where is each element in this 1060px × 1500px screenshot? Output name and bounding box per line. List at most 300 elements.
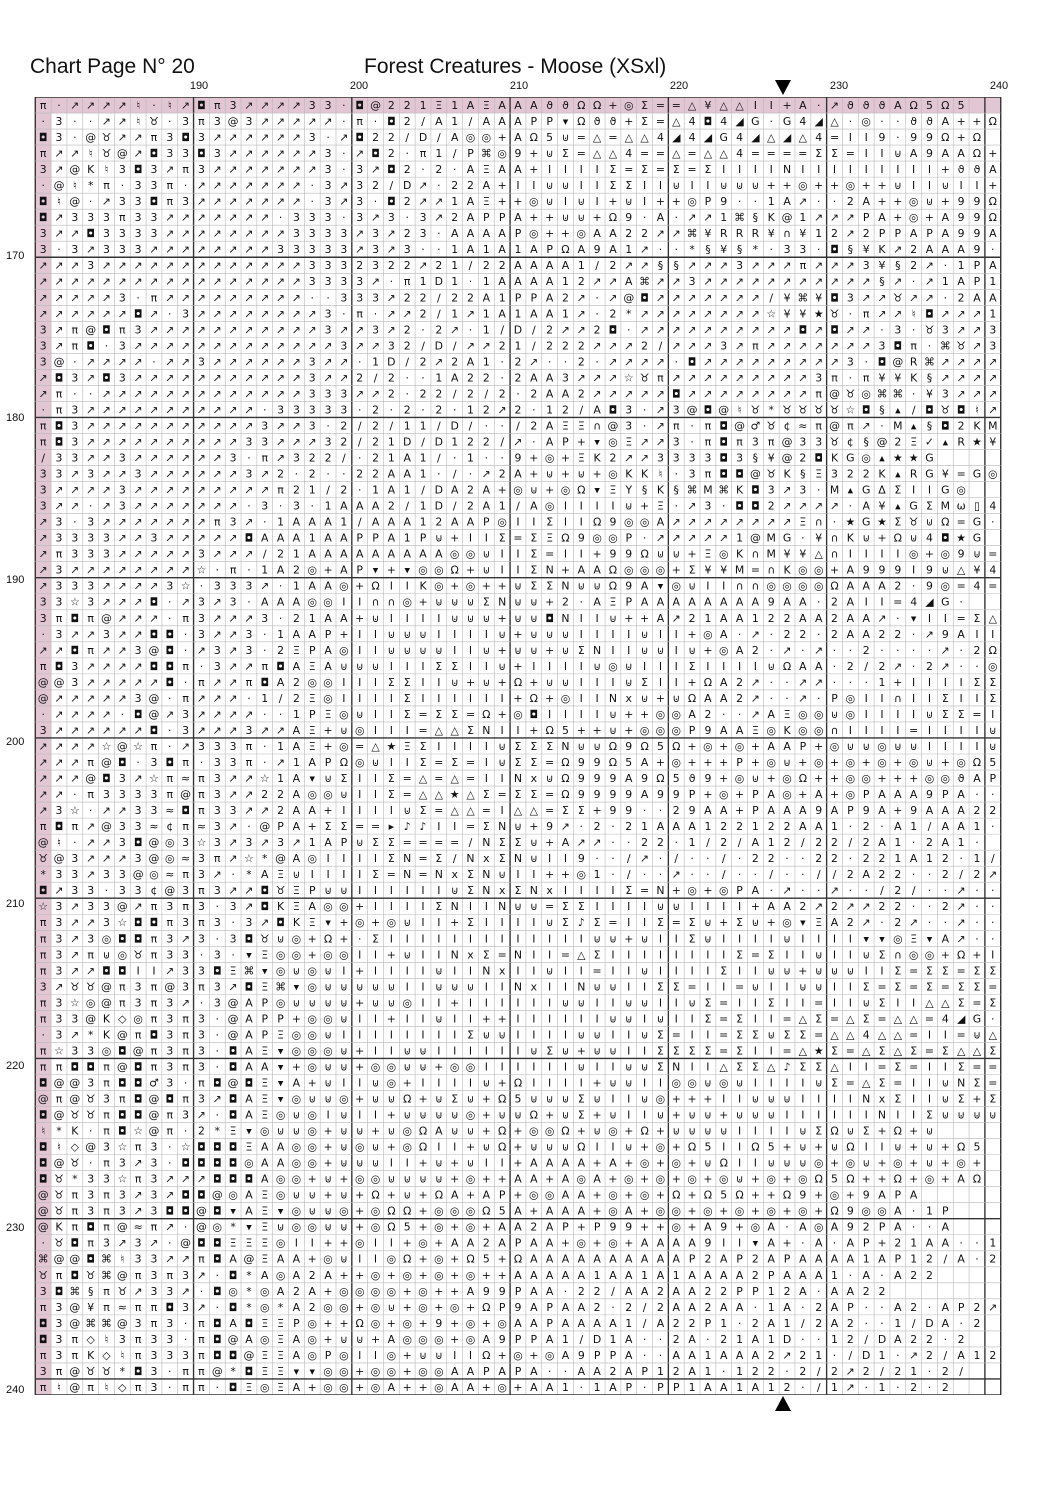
stitch-symbol: = (751, 564, 760, 577)
stitch-symbol: ↗ (703, 291, 712, 304)
stitch-symbol: + (640, 1205, 649, 1218)
stitch-symbol: Ι (564, 932, 567, 945)
stitch-symbol: P (420, 532, 427, 545)
stitch-symbol: A (720, 1269, 728, 1282)
stitch-symbol: 3 (689, 275, 696, 288)
stitch-symbol: ♉ (102, 1365, 112, 1378)
stitch-symbol: 1 (261, 564, 268, 577)
stitch-symbol: ▾ (230, 1205, 236, 1218)
stitch-symbol: ↗ (229, 852, 238, 865)
stitch-symbol: ↗ (134, 532, 143, 545)
stitch-symbol: ◎ (624, 564, 634, 577)
stitch-symbol: ∕ (453, 387, 457, 400)
stitch-symbol: Ω (561, 243, 569, 256)
stitch-symbol: @ (117, 147, 128, 160)
stitch-symbol: Σ (546, 580, 553, 593)
stitch-symbol: M (941, 500, 950, 513)
stitch-symbol: Ι (880, 548, 883, 561)
stitch-symbol: 3 (87, 468, 94, 481)
stitch-symbol: + (355, 1044, 364, 1057)
stitch-symbol: Ι (501, 1060, 504, 1073)
stitch-symbol: A (942, 804, 950, 817)
stitch-symbol: ↗ (672, 868, 681, 881)
stitch-symbol: ∕ (912, 1317, 916, 1330)
stitch-symbol: ↗ (814, 211, 823, 224)
stitch-symbol: ↗ (197, 243, 206, 256)
stitch-symbol: · (200, 660, 203, 673)
stitch-symbol: @ (370, 99, 381, 112)
stitch-symbol: = (988, 548, 997, 561)
stitch-symbol: ◘ (39, 1076, 48, 1089)
stitch-symbol: ↗ (988, 355, 997, 368)
stitch-symbol: ↗ (213, 323, 222, 336)
stitch-symbol: Ι (912, 996, 915, 1009)
stitch-symbol: 2 (277, 804, 284, 817)
stitch-symbol: ⊍ (625, 676, 633, 689)
stitch-symbol: Ω (957, 1141, 965, 1154)
stitch-symbol: N (482, 836, 490, 849)
stitch-symbol: · (105, 339, 108, 352)
stitch-symbol: Ι (421, 948, 424, 961)
stitch-symbol: ↗ (339, 355, 348, 368)
stitch-symbol: ◎ (608, 468, 618, 481)
stitch-symbol: + (941, 163, 950, 176)
stitch-symbol: ⊍ (973, 1109, 981, 1122)
stitch-symbol: ⊍ (514, 580, 522, 593)
stitch-symbol: ↗ (213, 548, 222, 561)
stitch-symbol: = (577, 131, 586, 144)
stitch-symbol: Σ (530, 580, 537, 593)
stitch-symbol: ¥ (926, 387, 933, 400)
stitch-symbol: ◎ (308, 1157, 318, 1170)
stitch-symbol: 2 (420, 291, 427, 304)
stitch-symbol: ↗ (86, 371, 95, 384)
stitch-symbol: ⊍ (530, 596, 538, 609)
stitch-symbol: Ω (403, 1253, 411, 1266)
stitch-symbol: ¥ (879, 500, 886, 513)
stitch-symbol: Ι (928, 1060, 931, 1073)
stitch-symbol: G (862, 484, 870, 497)
stitch-symbol: N (482, 868, 490, 881)
stitch-symbol: 3 (388, 211, 395, 224)
stitch-symbol: A (324, 612, 332, 625)
stitch-symbol: 9 (974, 211, 981, 224)
stitch-symbol: Ι (374, 644, 377, 657)
stitch-symbol: 3 (103, 868, 110, 881)
stitch-symbol: ↗ (735, 307, 744, 320)
stitch-symbol: + (719, 916, 728, 929)
stitch-symbol: ↗ (972, 339, 981, 352)
stitch-symbol: ⊍ (720, 179, 728, 192)
stitch-symbol: N (435, 868, 443, 881)
stitch-symbol: ◎ (640, 564, 650, 577)
stitch-symbol: ⊍ (387, 628, 395, 641)
stitch-symbol: Ι (501, 1044, 504, 1057)
stitch-symbol: A (324, 532, 332, 545)
stitch-symbol: · (785, 1365, 788, 1378)
stitch-symbol: Ι (659, 628, 662, 641)
stitch-symbol: ▴ (895, 500, 901, 513)
stitch-symbol: + (624, 115, 633, 128)
stitch-symbol: K (831, 452, 839, 465)
stitch-symbol: A (467, 1365, 475, 1378)
stitch-symbol: P (879, 1221, 886, 1234)
stitch-symbol: ↗ (292, 163, 301, 176)
stitch-symbol: ◎ (782, 772, 792, 785)
stitch-symbol: ↗ (719, 532, 728, 545)
stitch-symbol: π (151, 996, 158, 1009)
stitch-symbol: + (925, 211, 934, 224)
stitch-symbol: Ι (374, 900, 377, 913)
stitch-symbol: + (450, 532, 459, 545)
stitch-symbol: Ι (706, 948, 709, 961)
stitch-symbol: A (293, 1269, 301, 1282)
stitch-symbol: Ι (659, 996, 662, 1009)
stitch-symbol: ↗ (165, 339, 174, 352)
stitch-symbol: 1 (815, 1349, 822, 1362)
stitch-symbol: A (467, 1237, 475, 1250)
stitch-symbol: ◎ (861, 452, 871, 465)
stitch-symbol: Σ (340, 772, 347, 785)
stitch-symbol: + (450, 996, 459, 1009)
stitch-symbol: Σ (515, 740, 522, 753)
stitch-symbol: K (783, 468, 791, 481)
stitch-symbol: π (151, 1044, 158, 1057)
stitch-symbol: A (641, 788, 649, 801)
stitch-symbol: · (643, 868, 646, 881)
stitch-symbol: ↗ (54, 227, 63, 240)
stitch-symbol: 1 (483, 275, 490, 288)
stitch-symbol: ♮ (73, 179, 77, 192)
stitch-symbol: · (991, 932, 994, 945)
stitch-symbol: ↗ (244, 179, 253, 192)
stitch-symbol: 9 (799, 1189, 806, 1202)
stitch-symbol: π (356, 307, 363, 320)
stitch-symbol: ↗ (782, 516, 791, 529)
stitch-symbol: ♂ (149, 1076, 159, 1089)
stitch-symbol: ▾ (800, 916, 806, 929)
stitch-symbol: 2 (356, 259, 363, 272)
stitch-symbol: ♉ (909, 516, 919, 529)
stitch-symbol: 3 (103, 532, 110, 545)
stitch-symbol: ↗ (308, 323, 317, 336)
stitch-symbol: Ι (801, 1109, 804, 1122)
stitch-symbol: ↗ (957, 916, 966, 929)
stitch-symbol: 1 (467, 452, 474, 465)
stitch-symbol: + (862, 179, 871, 192)
stitch-symbol: ⊍ (593, 980, 601, 993)
stitch-symbol: + (593, 804, 602, 817)
stitch-symbol: Ι (675, 948, 678, 961)
stitch-symbol: 3 (293, 243, 300, 256)
stitch-symbol: ∕ (595, 259, 599, 272)
stitch-symbol: ◎ (228, 1189, 238, 1202)
stitch-symbol: · (944, 259, 947, 272)
stitch-symbol: Ω (941, 99, 949, 112)
stitch-symbol: A (293, 788, 301, 801)
stitch-symbol: A (768, 740, 776, 753)
stitch-symbol: ↗ (213, 371, 222, 384)
stitch-symbol: ↗ (830, 99, 839, 112)
stitch-symbol: @ (228, 115, 239, 128)
stitch-symbol: 2 (894, 884, 901, 897)
stitch-symbol: ↗ (593, 371, 602, 384)
stitch-symbol: ¥ (704, 564, 711, 577)
stitch-symbol: · (184, 179, 187, 192)
stitch-symbol: 3 (198, 900, 205, 913)
stitch-symbol: A (498, 1221, 506, 1234)
stitch-symbol: Ω (941, 516, 949, 529)
stitch-symbol: 9 (768, 596, 775, 609)
stitch-symbol: + (529, 211, 538, 224)
stitch-symbol: 2 (942, 868, 949, 881)
stitch-symbol: · (485, 452, 488, 465)
stitch-symbol: ◘ (957, 403, 966, 416)
stitch-symbol: ♉ (798, 403, 808, 416)
stitch-symbol: · (975, 836, 978, 849)
stitch-symbol: Ι (880, 964, 883, 977)
stitch-symbol: 2 (736, 820, 743, 833)
stitch-symbol: · (580, 1381, 583, 1394)
stitch-symbol: A (277, 1285, 285, 1298)
stitch-symbol: 2 (451, 291, 458, 304)
stitch-symbol: ◎ (355, 756, 365, 769)
stitch-symbol: x (451, 868, 458, 881)
stitch-symbol: ♉ (54, 1189, 64, 1202)
stitch-symbol: A (546, 1269, 554, 1282)
stitch-symbol: ↗ (70, 756, 79, 769)
stitch-symbol: A (942, 243, 950, 256)
stitch-symbol: ↗ (608, 371, 617, 384)
stitch-symbol: Σ (863, 1125, 870, 1138)
stitch-symbol: ◘ (229, 1173, 238, 1186)
stitch-symbol: 3 (119, 243, 126, 256)
stitch-symbol: 2 (261, 788, 268, 801)
stitch-symbol: ↗ (229, 724, 238, 737)
stitch-symbol: ↗ (213, 452, 222, 465)
stitch-symbol: = (909, 1060, 918, 1073)
stitch-symbol: 3 (214, 740, 221, 753)
stitch-symbol: ⊍ (435, 1157, 443, 1170)
stitch-symbol: Ξ (246, 1237, 253, 1250)
stitch-symbol: ⊍ (561, 131, 569, 144)
stitch-symbol: A (483, 115, 491, 128)
stitch-symbol: 3 (309, 243, 316, 256)
stitch-symbol: @ (149, 692, 160, 705)
stitch-symbol: ◎ (719, 1173, 729, 1186)
stitch-symbol: ∕ (943, 1253, 947, 1266)
stitch-symbol: ◎ (450, 1205, 460, 1218)
stitch-symbol: + (529, 676, 538, 689)
stitch-symbol: ↗ (134, 628, 143, 641)
stitch-symbol: + (324, 1285, 333, 1298)
stitch-symbol: 3 (166, 948, 173, 961)
stitch-symbol: ↗ (181, 99, 190, 112)
stitch-symbol: 3 (261, 435, 268, 448)
stitch-symbol: 2 (420, 355, 427, 368)
stitch-symbol: ∕ (453, 468, 457, 481)
stitch-symbol: 3 (198, 163, 205, 176)
stitch-symbol: Ι (421, 1076, 424, 1089)
stitch-symbol: = (434, 836, 443, 849)
stitch-symbol: x (499, 884, 506, 897)
stitch-symbol: ↗ (54, 980, 63, 993)
stitch-symbol: 3 (71, 371, 78, 384)
stitch-symbol: A (942, 932, 950, 945)
stitch-symbol: ↗ (434, 355, 443, 368)
stitch-symbol: 3 (151, 1269, 158, 1282)
stitch-symbol: · (722, 1365, 725, 1378)
stitch-symbol: + (498, 1012, 507, 1025)
stitch-symbol: ϑ (958, 163, 965, 176)
stitch-symbol: · (121, 179, 124, 192)
stitch-symbol: ↗ (229, 339, 238, 352)
stitch-symbol: 3 (673, 435, 680, 448)
stitch-symbol: ↗ (751, 692, 760, 705)
stitch-symbol: ◎ (371, 1173, 381, 1186)
stitch-symbol: ⊍ (340, 884, 348, 897)
stitch-symbol: ↗ (102, 804, 111, 817)
stitch-symbol: ◎ (687, 195, 697, 208)
stitch-symbol: ↗ (972, 323, 981, 336)
stitch-symbol: · (833, 1349, 836, 1362)
stitch-symbol: ↗ (798, 371, 807, 384)
stitch-symbol: A (293, 804, 301, 817)
stitch-symbol: ♉ (260, 932, 270, 945)
stitch-symbol: @ (117, 1060, 128, 1073)
stitch-symbol: G (973, 516, 981, 529)
stitch-symbol: Ι (358, 884, 361, 897)
stitch-symbol: 3 (230, 452, 237, 465)
stitch-symbol: ↗ (229, 676, 238, 689)
stitch-symbol: Ξ (277, 1028, 284, 1041)
stitch-symbol: Ι (865, 131, 868, 144)
stitch-symbol: ◎ (308, 596, 318, 609)
stitch-symbol: 4 (657, 131, 664, 144)
stitch-symbol: · (453, 163, 456, 176)
stitch-symbol: · (216, 1109, 219, 1122)
stitch-symbol: 3 (56, 804, 63, 817)
stitch-symbol: 2 (562, 596, 569, 609)
stitch-symbol: 2 (752, 644, 759, 657)
stitch-symbol: ⊍ (403, 916, 411, 929)
stitch-symbol: ↗ (54, 339, 63, 352)
stitch-symbol: Σ (942, 964, 949, 977)
stitch-symbol: 3 (214, 980, 221, 993)
stitch-symbol: ⊍ (292, 996, 300, 1009)
stitch-symbol: ↗ (181, 387, 190, 400)
stitch-symbol: ⊍ (530, 852, 538, 865)
stitch-symbol: + (498, 1076, 507, 1089)
stitch-symbol: ♪ (784, 1060, 791, 1073)
stitch-symbol: ∕ (643, 1301, 647, 1314)
stitch-symbol: 3 (151, 1141, 158, 1154)
stitch-symbol: A (847, 1237, 855, 1250)
stitch-symbol: ◇ (102, 1349, 111, 1362)
stitch-symbol: 2 (768, 1365, 775, 1378)
stitch-symbol: ◘ (86, 227, 95, 240)
stitch-symbol: · (643, 1333, 646, 1346)
stitch-symbol: A (878, 788, 886, 801)
stitch-symbol: ∕ (421, 484, 425, 497)
stitch-symbol: 2 (641, 227, 648, 240)
stitch-symbol: ↗ (846, 227, 855, 240)
stitch-symbol: = (498, 788, 507, 801)
stitch-symbol: ⊍ (625, 195, 633, 208)
stitch-symbol: 2 (847, 468, 854, 481)
stitch-symbol: · (849, 676, 852, 689)
stitch-symbol: · (643, 419, 646, 432)
stitch-symbol: 3 (673, 403, 680, 416)
stitch-symbol: ⊍ (340, 980, 348, 993)
stitch-symbol: Ι (865, 548, 868, 561)
stitch-symbol: ∕ (516, 500, 520, 513)
stitch-symbol: ★ (814, 1044, 824, 1057)
stitch-symbol: Ι (738, 900, 741, 913)
stitch-symbol: Σ (958, 708, 965, 721)
stitch-symbol: = (846, 147, 855, 160)
stitch-symbol: 3 (325, 227, 332, 240)
stitch-symbol: ◎ (877, 756, 887, 769)
stitch-symbol: + (751, 756, 760, 769)
stitch-symbol: + (387, 1012, 396, 1025)
stitch-symbol: · (263, 628, 266, 641)
stitch-symbol: · (595, 355, 598, 368)
stitch-symbol: Ω (466, 1253, 474, 1266)
stitch-symbol: + (355, 1365, 364, 1378)
stitch-symbol: Σ (467, 916, 474, 929)
stitch-symbol: ⊍ (467, 980, 475, 993)
stitch-symbol: A (562, 836, 570, 849)
stitch-symbol: M (988, 419, 997, 432)
stitch-symbol: Σ (689, 1044, 696, 1057)
stitch-symbol: A (530, 1253, 538, 1266)
stitch-symbol: ⊍ (641, 964, 649, 977)
stitch-symbol: ⊍ (482, 1028, 490, 1041)
stitch-symbol: π (246, 740, 253, 753)
stitch-symbol: ⊍ (482, 548, 490, 561)
stitch-symbol: · (912, 323, 915, 336)
stitch-symbol: A (942, 1221, 950, 1234)
stitch-symbol: ◎ (149, 868, 159, 881)
stitch-symbol: ◎ (782, 916, 792, 929)
stitch-symbol: A (926, 1237, 934, 1250)
stitch-symbol: A (467, 211, 475, 224)
stitch-symbol: π (182, 1044, 189, 1057)
stitch-symbol: · (390, 403, 393, 416)
stitch-symbol: 4 (799, 115, 806, 128)
stitch-symbol: Ω (403, 1205, 411, 1218)
stitch-symbol: Ι (912, 179, 915, 192)
stitch-symbol: Σ (673, 980, 680, 993)
stitch-symbol: A (736, 1269, 744, 1282)
stitch-symbol: ◎ (355, 724, 365, 737)
stitch-symbol: ↗ (339, 131, 348, 144)
stitch-symbol: ⊍ (451, 596, 459, 609)
stitch-symbol: 3 (119, 1189, 126, 1202)
stitch-symbol: 9 (499, 1285, 506, 1298)
stitch-symbol: 2 (863, 1221, 870, 1234)
stitch-symbol: Ι (548, 1076, 551, 1089)
stitch-symbol: · (912, 660, 915, 673)
stitch-symbol: ↗ (260, 339, 269, 352)
stitch-symbol: ⊍ (862, 996, 870, 1009)
stitch-symbol: Ι (928, 724, 931, 737)
stitch-symbol: Ι (801, 163, 804, 176)
stitch-symbol: ↗ (371, 387, 380, 400)
stitch-symbol: ⌘ (101, 1317, 112, 1330)
stitch-symbol: = (925, 1044, 934, 1057)
